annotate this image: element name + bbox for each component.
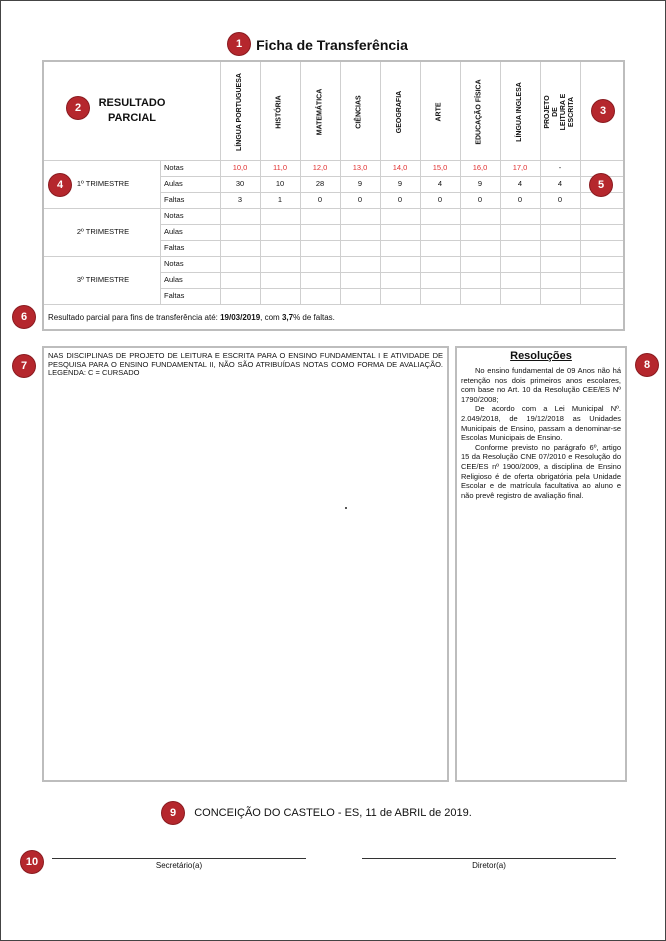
table-v-rule (340, 62, 341, 304)
table-h-rule (160, 240, 623, 241)
table-v-rule (300, 62, 301, 304)
table-h-rule (160, 224, 623, 225)
table-h-rule (160, 176, 623, 177)
table-v-rule (420, 62, 421, 304)
table-cell: 0 (477, 195, 483, 204)
table-cell: 0 (517, 195, 523, 204)
table-cell: 14,0 (392, 163, 408, 172)
resolution-paragraph: Conforme previsto no parágrafo 6º, artigo 15 da Resolução CNE 07/2010 e Resolução do CEE/ES nº 1900/2009, a disciplina de Ensino Religioso é de oferta obrigatória pela Unidade Escolar e de matrícula facultativa ao aluno e não prevê registro de avaliação final. (461, 442, 621, 500)
stray-dot (345, 507, 347, 509)
table-cell: 11,0 (272, 163, 288, 172)
subject-header-label: HISTÓRIA (275, 95, 283, 129)
row-label: Faltas (164, 243, 185, 252)
trimester-label: 2º TRIMESTRE (76, 227, 130, 236)
subject-header (260, 62, 300, 162)
resolutions-box (455, 346, 627, 782)
table-cell: 0 (397, 195, 403, 204)
table-cell: 0 (317, 195, 323, 204)
subject-header-label: MATEMÁTICA (316, 88, 323, 136)
table-cell: 28 (315, 179, 325, 188)
subject-header (300, 62, 340, 162)
table-h-rule (160, 272, 623, 273)
subject-header-label: EDUCAÇÃO FÍSICA (476, 79, 483, 145)
table-h-rule (44, 160, 623, 161)
subject-header-label: LÍNGUA PORTUGUESA (236, 73, 244, 151)
table-v-rule (500, 62, 501, 304)
table-cell: 0 (557, 195, 563, 204)
grades-table (42, 60, 625, 331)
marker-4: 4 (49, 174, 71, 196)
table-header-label: RESULTADO PARCIAL (98, 97, 166, 124)
row-label: Aulas (164, 179, 183, 188)
place-date: CONCEIÇÃO DO CASTELO - ES, 11 de ABRIL de 2019. (194, 807, 472, 819)
page-title: Ficha de Transferência (256, 37, 408, 53)
resolution-paragraph: No ensino fundamental de 09 Anos não há retenção nos dois primeiros anos escolares, com base no Art. 10 da Resolução CEE/ES Nº 1790/2008; (461, 366, 621, 404)
row-label: Faltas (164, 291, 185, 300)
subject-header (420, 62, 460, 162)
row-label: Aulas (164, 227, 183, 236)
table-cell: 4 (557, 179, 563, 188)
subject-header (380, 62, 420, 162)
subject-header-label: GEOGRAFIA (396, 90, 404, 134)
resolution-paragraph: De acordo com a Lei Municipal Nº. 2.049/2018, de 19/12/2018 as Unidades Municipais de Ensino, passam a denominar-se Escolas Municipais de Ensino. (461, 404, 621, 443)
subject-header (460, 62, 500, 162)
table-v-rule (160, 160, 161, 304)
marker-1: 1 (228, 33, 250, 55)
marker-6: 6 (13, 306, 35, 328)
director-signature-line (362, 858, 616, 859)
director-label: Diretor(a) (472, 861, 506, 870)
table-v-rule (380, 62, 381, 304)
row-label: Aulas (164, 275, 183, 284)
table-cell: 10,0 (232, 163, 248, 172)
table-v-rule (220, 62, 221, 304)
table-cell: 9 (477, 179, 483, 188)
table-h-rule (160, 288, 623, 289)
row-label: Notas (164, 163, 184, 172)
table-cell: 15,0 (432, 163, 448, 172)
table-cell: 12,0 (312, 163, 328, 172)
row-label: Notas (164, 211, 184, 220)
table-v-rule (460, 62, 461, 304)
table-cell: 30 (235, 179, 245, 188)
table-cell: 9 (397, 179, 403, 188)
legend-box (42, 346, 449, 782)
subject-header (340, 62, 380, 162)
table-cell: 4 (517, 179, 523, 188)
table-cell: 10 (275, 179, 285, 188)
secretary-signature-line (52, 858, 306, 859)
trimester-label: 3º TRIMESTRE (76, 275, 130, 284)
table-cell: 17,0 (512, 163, 528, 172)
table-v-rule (540, 62, 541, 304)
row-label: Notas (164, 259, 184, 268)
table-v-rule (260, 62, 261, 304)
table-h-rule (44, 208, 623, 209)
marker-9: 9 (162, 802, 184, 824)
marker-7: 7 (13, 355, 35, 377)
table-cell: 16,0 (472, 163, 488, 172)
subject-header-label: ARTE (436, 102, 443, 122)
marker-8: 8 (636, 354, 658, 376)
secretary-label: Secretário(a) (155, 861, 203, 870)
table-cell: 0 (357, 195, 363, 204)
subject-header (220, 62, 260, 162)
table-h-rule (44, 304, 623, 305)
legend-text: NAS DISCIPLINAS DE PROJETO DE LEITURA E ESCRITA PARA O ENSINO FUNDAMENTAL I E ATIVIDADE DE PESQUISA PARA O ENSINO FUNDAMENTAL II, NÃO SÃO ATRIBUÍDAS NOTAS COMO FORMA DE AVALIAÇÃO. LEGENDA: C = CURSADO (48, 351, 443, 377)
subject-header-label: LÍNGUA INGLESA (516, 82, 524, 142)
resolutions-title: Resoluções (510, 350, 572, 362)
table-h-rule (160, 192, 623, 193)
row-label: Faltas (164, 195, 185, 204)
table-cell: 4 (437, 179, 443, 188)
marker-10: 10 (21, 851, 43, 873)
table-cell: 0 (437, 195, 443, 204)
table-cell: 3 (237, 195, 243, 204)
subject-header (500, 62, 540, 162)
table-cell: - (558, 163, 562, 172)
trimester-label: 1º TRIMESTRE (76, 179, 130, 188)
partial-result-summary: Resultado parcial para fins de transferência até: 19/03/2019, com 3,7% de faltas. (48, 313, 335, 322)
subject-header-label: CIÊNCIAS (355, 95, 363, 129)
subject-header-label: PROJETO DE LEITURA E ESCRITA (544, 93, 575, 131)
marker-3: 3 (592, 100, 614, 122)
table-cell: 13,0 (352, 163, 368, 172)
subject-header (540, 62, 580, 162)
table-h-rule (44, 256, 623, 257)
marker-2: 2 (67, 97, 89, 119)
table-cell: 1 (277, 195, 283, 204)
table-cell: 9 (357, 179, 363, 188)
table-v-rule (580, 62, 581, 304)
marker-5: 5 (590, 174, 612, 196)
